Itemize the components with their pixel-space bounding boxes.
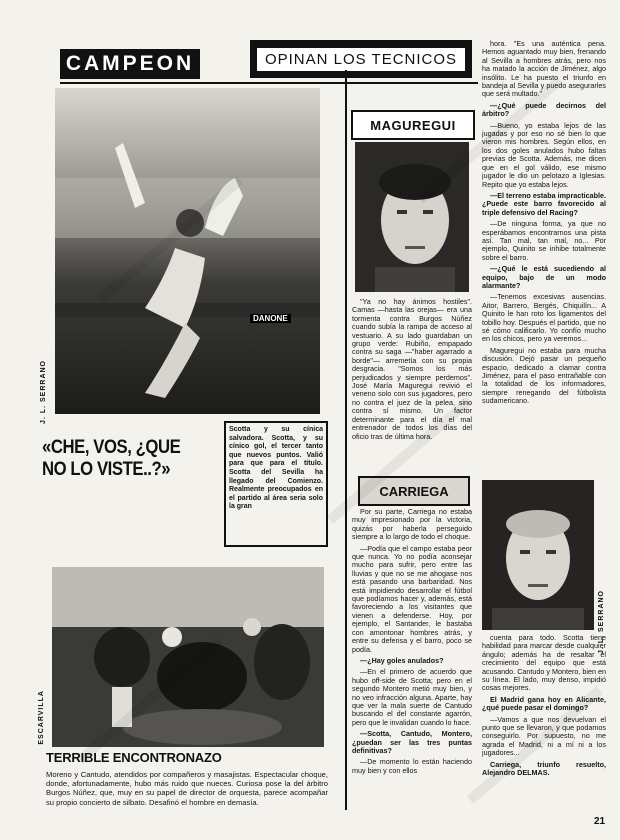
bottom-photo-title: TERRIBLE ENCONTRONAZO (46, 750, 222, 765)
headline: «CHE, VOS, ¿QUE NO LO VISTE..?» (42, 437, 181, 480)
coach-name-maguregui: MAGUREGUI (351, 110, 475, 140)
match-photo-collision-image (52, 567, 324, 747)
coach-photo-carriega-image (482, 480, 594, 630)
mid-col2-paragraph-6: —De momento lo están haciendo muy bien y con ellos (352, 757, 472, 775)
right-col-bottom-paragraph-4: Carriega, triunfo resuelto, Alejandro DELMAS. (482, 759, 606, 778)
mid-col2-paragraph-2: —Podía que el campo estaba peor que nunca. Yo no podía aconsejar mucho para sufrir, pero entre las lluvias y que no se me ahogase nos está pasando una barbaridad. Nos está impidiendo desarrollar el fútbol que podíamos hacer y, además, está favoreciendo a los visitantes que vienen a defenderse. Hoy, por ejemplo, el Santander, le bastaba con amontonar hombres atrás, y entre su defensa y el barro, poco se podía. (352, 543, 472, 654)
right-col-paragraph-7: —Tenemos excesivas ausencias. Aitor, Barrero, Bergés, Chiquilín... A Quinito le han roto los ligamentos del tobillo hoy. Después el partido, que no sé cómo calificarlo. Yo confío mucho en los chicos, pero ya veremos... (482, 292, 606, 344)
right-col-paragraph-2: —¿Qué puede decirnos del árbitro? (482, 100, 606, 119)
match-photo-collision (52, 567, 324, 747)
right-col-paragraph-8: Maguregui no estaba para mucha discusión. Dejó pasar un pequeño espacio, dedicado a clamar contra Jiménez, para el paso entrañable con la totalidad de los informadores, siempre renegando del fútbolista sudamericano. (482, 345, 606, 406)
coach-photo-carriega (482, 480, 594, 630)
section-label: CAMPEON (60, 49, 200, 79)
page-number: 21 (594, 816, 606, 827)
right-col-paragraph-4: —El terreno estaba impracticable. ¿Puede este barro favorecido al triple defensivo del Racing? (482, 190, 606, 217)
mid-col2-paragraph-1: Por su parte, Carriega no estaba muy impresionado por la victoria, quizás por haberla perseguido siempre a lo largo de todo el choque. (352, 508, 472, 542)
opinion-banner-text: OPINAN LOS TECNICOS (256, 47, 466, 72)
right-col-bottom-paragraph-3: —Vamos a que nos devuelvan el punto que se llevaron, y que podamos conseguirlo. Por supuesto, no me agrada el Madrid, ni a mí ni a los jugadores... (482, 714, 606, 758)
right-col-paragraph-3: —Bueno, yo estaba lejos de las jugadas y por eso no sé bien lo que vieron mis hombres. Según ellos, en los dos goles anulados hubo faltas previas de Scotta. Además, me dicen que en el gol válido, ese mismo jugador le dio un pelotazo a Iglesias. Repito que yo estaba lejos. (482, 120, 606, 189)
coach-name-carriega: CARRIEGA (358, 476, 470, 506)
maguregui-interview-text (352, 298, 472, 466)
bottom-photo-caption (46, 770, 328, 816)
right-col-bottom-paragraph-1: cuenta para todo. Scotta tiene habilidad para marcar desde cualquier ángulo; además ha de resaltar el crecimiento del equipo que está acusando. Cantudo y Montero, bien en su línea. El lado, muy denso, impidió cosas mejores. (482, 634, 606, 693)
mid-col1-paragraph: "Ya no hay ánimos hostiles". Camas —hasta las orejas— era una tormenta contra Burgos Núñez cuando subía la rampa de acceso al vestuario. A su lado guardaban un grupo verde: Rubiño, empapado contra su saga —"haber agarrado a borde"— arremetía con su propia desgracia. "Somos los más perjudicados y siempre perdemos". José María Maguregui revivió el veneno solo con sus jugadores, pero no contra el juez de la pelea, sino contra sí mismo. Un factor determinante para el día el mal entrenador de todos los días del oficio tras de última hora. (352, 298, 472, 441)
right-column-text-bottom (482, 634, 606, 814)
right-col-bottom-paragraph-2: El Madrid gana hoy en Alicante, ¿qué puede pasar el domingo? (482, 694, 606, 713)
mid-col2-paragraph-5: —Scotta, Cantudo, Montero, ¿puedan ser las tres puntas definitivas? (352, 729, 472, 755)
right-col-paragraph-6: —¿Qué le está sucediendo al equipo, bajo de un modo alarmante? (482, 264, 606, 290)
match-photo-goal (55, 88, 320, 414)
photo-caption-box (224, 421, 328, 547)
photo-caption-text: Scotta y su cínica salvadora. Scotta, y su cínico gol, el tercer tanto que nuevos puntos. Valió para que para el título. Scotta del Sevilla ha llegado del Comienzo. Realmente preocupados en el partido al área seria solo la gran (229, 426, 323, 511)
photo-credit-left: J. L. SERRANO (40, 360, 47, 424)
mid-col2-paragraph-3: —¿Hay goles anulados? (360, 655, 444, 665)
sponsor-sign: DANONE (250, 314, 291, 323)
bottom-photo-caption-text: Moreno y Cantudo, atendidos por compañeros y masajistas. Espectacular choque, donde, afortunadamente, hubo más ruido que nueces. Curiosa pose la del árbitro Burgos Núñez, que, muy en su papel de director de orquesta, parece acompañar su propio concierto de silbato. Desafinó el hombre en demasía. (46, 770, 328, 807)
mid-col2-paragraph-4: —En el primero de acuerdo que hubo off-side de Scotta; pero en el segundo Montero metió muy bien, y no veo infracción alguna. Aparte, hay que ver la mala suerte de Cantudo buscando el del constante agarrón, pero que le invalidan cuando lo hace. (352, 667, 472, 727)
right-column-text-top (482, 40, 606, 476)
right-col-paragraph-5: —De ninguna forma, ya que no esperábamos encontrarnos una pista así. Tan mal, tan mal, no... Por ejemplo, Quinito se inhibe totalmente sobre el barro. (482, 219, 606, 262)
coach-photo-maguregui (355, 142, 469, 292)
right-col-paragraph-1: hora. "Es una auténtica pena. Hemos aguantado muy bien, frenando al Sevilla a hombres atrás, pero nos ha matado la acción de Jiménez, algo insólito. Le ha puesto el triunfo en bandeja al Sevilla y puedo asegurarles que será multado." (482, 40, 606, 99)
match-photo-goal-image (55, 88, 320, 414)
photo-credit-bottom: ESCARVILLA (38, 690, 45, 745)
carriega-interview-text (352, 508, 472, 804)
coach-photo-maguregui-image (355, 142, 469, 292)
photo-credit-carriega: J. L. SERRANO (598, 590, 605, 654)
